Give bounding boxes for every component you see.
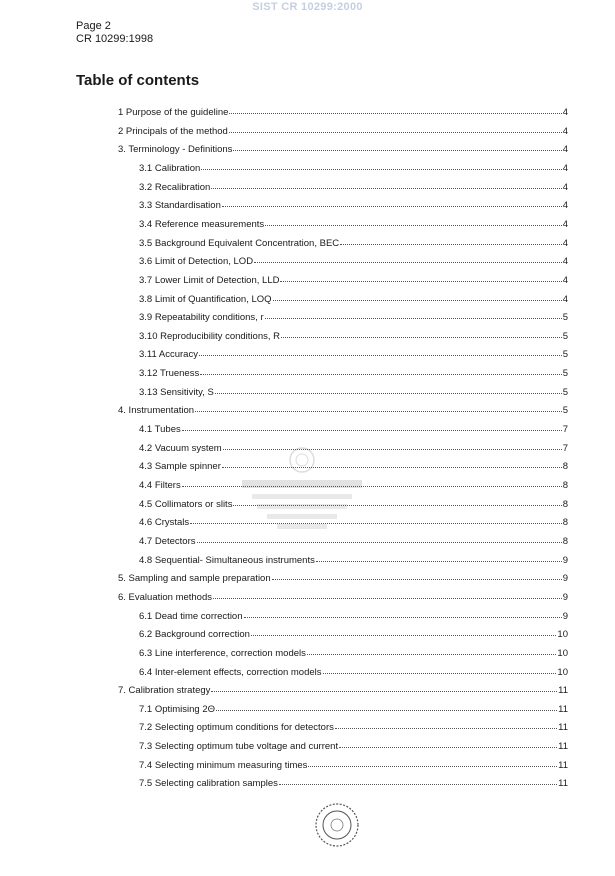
toc-dot-leader xyxy=(197,532,562,543)
toc-entry xyxy=(139,440,568,454)
toc-entry xyxy=(139,458,568,472)
toc-dot-leader xyxy=(195,401,562,412)
toc-dot-leader xyxy=(251,625,557,636)
toc-entry xyxy=(139,309,568,323)
toc-entry-page: 4 xyxy=(562,274,568,286)
toc-entry-label: 4.8 Sequential- Simultaneous instruments xyxy=(139,554,315,566)
toc-entry-page: 5 xyxy=(562,312,568,324)
toc-entry xyxy=(139,235,568,249)
toc-entry-label: 3.11 Accuracy xyxy=(139,349,198,361)
toc-dot-leader xyxy=(281,327,562,338)
toc-dot-leader xyxy=(244,607,562,618)
toc-dot-leader xyxy=(265,215,562,226)
toc-entry-label: 7.1 Optimising 2Θ xyxy=(139,703,216,715)
toc-dot-leader xyxy=(340,234,562,245)
toc-entry-page: 7 xyxy=(562,442,568,454)
toc-entry-page: 9 xyxy=(562,554,568,566)
toc-entry xyxy=(139,216,568,230)
toc-entry xyxy=(139,160,568,174)
toc-entry xyxy=(139,701,568,715)
toc-entry xyxy=(139,552,568,566)
toc-entry-page: 7 xyxy=(562,424,568,436)
toc-dot-leader xyxy=(213,588,562,599)
toc-entry-page: 4 xyxy=(562,218,568,230)
toc-dot-leader xyxy=(216,700,557,711)
toc-entry-page: 11 xyxy=(558,722,568,734)
toc-entry-page: 4 xyxy=(562,181,568,193)
toc-dot-leader xyxy=(323,663,557,674)
toc-entry xyxy=(139,477,568,491)
toc-entry-page: 11 xyxy=(558,759,568,771)
toc-entry-page: 8 xyxy=(562,517,568,529)
toc-entry-label: 5. Sampling and sample preparation xyxy=(118,573,271,585)
toc-entry xyxy=(139,328,568,342)
toc-entry xyxy=(139,738,568,752)
toc-entry xyxy=(139,757,568,771)
toc-entry-label: 3.7 Lower Limit of Detection, LLD xyxy=(139,274,280,286)
toc-entry xyxy=(139,197,568,211)
round-stamp-icon xyxy=(314,802,360,848)
page-header xyxy=(76,20,153,46)
toc-dot-leader xyxy=(182,420,562,431)
toc-dot-leader xyxy=(182,476,562,487)
toc-entry-page: 4 xyxy=(562,107,568,118)
toc-dot-leader xyxy=(201,159,561,170)
toc-dot-leader xyxy=(254,252,562,263)
toc-entry-page: 4 xyxy=(562,200,568,212)
toc-dot-leader xyxy=(308,756,557,767)
watermark-text: SIST CR 10299:2000 xyxy=(252,1,363,13)
toc-entry-page: 4 xyxy=(562,256,568,268)
toc-entry-page: 5 xyxy=(562,405,568,417)
toc-entry-label: 4. Instrumentation xyxy=(118,405,195,417)
toc-entry-page: 9 xyxy=(562,610,568,622)
toc-dot-leader xyxy=(272,569,562,580)
toc-entry-page: 5 xyxy=(562,386,568,398)
toc-entry-label: 7.4 Selecting minimum measuring times xyxy=(139,759,308,771)
toc-entry xyxy=(139,608,568,622)
toc-dot-leader xyxy=(199,345,562,356)
toc-dot-leader xyxy=(229,103,561,114)
toc-entry-label: 4.2 Vacuum system xyxy=(139,442,222,454)
toc-dot-leader xyxy=(316,551,562,562)
toc-dot-leader xyxy=(307,644,557,655)
toc-dot-leader xyxy=(222,457,562,468)
toc-entry-label: 3.6 Limit of Detection, LOD xyxy=(139,256,254,268)
toc-entry xyxy=(139,179,568,193)
toc-dot-leader xyxy=(265,308,562,319)
toc-entry-page: 8 xyxy=(562,480,568,491)
toc-entry xyxy=(139,496,568,510)
toc-entry-label: 3.5 Background Equivalent Concentration, BEC xyxy=(139,237,340,249)
toc-entry xyxy=(139,421,568,435)
toc-entry-label: 4.6 Crystals xyxy=(139,517,190,529)
page-title: Table of contents xyxy=(76,72,200,89)
toc-entry xyxy=(139,775,568,789)
toc-entry-page: 4 xyxy=(562,125,568,137)
toc-entry-page: 9 xyxy=(562,573,568,585)
toc-entry xyxy=(118,123,568,137)
toc-entry-label: 1 Purpose of the guideline xyxy=(118,107,229,118)
toc-entry-page: 11 xyxy=(558,685,568,697)
toc-entry-label: 3.3 Standardisation xyxy=(139,200,221,212)
toc-dot-leader xyxy=(200,364,561,375)
toc-entry-page: 5 xyxy=(562,368,568,380)
toc-entry xyxy=(139,272,568,286)
toc-entry xyxy=(139,365,568,379)
toc-entry-label: 3.8 Limit of Quantification, LOQ xyxy=(139,293,272,305)
toc-dot-leader xyxy=(190,513,562,524)
toc-entry-label: 6.2 Background correction xyxy=(139,629,250,641)
toc-entry xyxy=(139,514,568,528)
toc-entry-label: 3.13 Sensitivity, S xyxy=(139,386,214,398)
toc-entry-page: 9 xyxy=(562,591,568,603)
toc-dot-leader xyxy=(211,681,557,692)
toc-entry-page: 8 xyxy=(562,535,568,547)
toc-dot-leader xyxy=(233,495,561,506)
page-number: Page 2 xyxy=(76,20,111,32)
toc-entry xyxy=(139,384,568,398)
toc-entry-label: 3. Terminology - Definitions xyxy=(118,144,233,156)
toc-entry-page: 5 xyxy=(562,349,568,361)
toc-dot-leader xyxy=(233,140,561,151)
toc-dot-leader xyxy=(223,439,562,450)
toc-entry-label: 6. Evaluation methods xyxy=(118,591,213,603)
document-reference: CR 10299:1998 xyxy=(76,33,154,45)
toc-entry-label: 3.12 Trueness xyxy=(139,368,200,380)
toc-entry-label: 3.10 Reproducibility conditions, R xyxy=(139,330,280,342)
toc-entry xyxy=(139,533,568,547)
toc-entry xyxy=(139,291,568,305)
toc-entry-page: 11 xyxy=(558,703,568,715)
toc-entry-page: 5 xyxy=(562,330,568,342)
toc-entry xyxy=(139,253,568,267)
toc-entry-label: 3.4 Reference measurements xyxy=(139,218,265,230)
toc-entry-page: 11 xyxy=(558,778,568,790)
toc-dot-leader xyxy=(339,737,557,748)
toc-dot-leader xyxy=(211,178,561,189)
toc-entry-page: 4 xyxy=(562,293,568,305)
toc-entry xyxy=(139,626,568,640)
toc-entry-label: 4.4 Filters xyxy=(139,480,181,491)
toc-entry-page: 10 xyxy=(557,647,568,659)
toc-entry-label: 3.2 Recalibration xyxy=(139,181,211,193)
toc-entry-page: 8 xyxy=(562,498,568,510)
toc-entry xyxy=(118,682,568,696)
toc-dot-leader xyxy=(215,383,562,394)
toc-entry xyxy=(139,719,568,733)
toc-entry-page: 4 xyxy=(562,162,568,174)
toc-entry-page: 4 xyxy=(562,144,568,156)
toc-entry-page: 11 xyxy=(558,741,568,753)
toc-entry xyxy=(139,645,568,659)
toc-entry-page: 4 xyxy=(562,237,568,249)
toc-entry-label: 2 Principals of the method xyxy=(118,125,228,137)
toc-entry xyxy=(118,570,568,584)
toc-dot-leader xyxy=(335,718,557,729)
toc-entry-page: 10 xyxy=(557,629,568,641)
toc-entry xyxy=(118,589,568,603)
toc-entry-label: 7.3 Selecting optimum tube voltage and current xyxy=(139,741,339,753)
toc-dot-leader xyxy=(279,774,557,785)
toc-dot-leader xyxy=(222,196,562,207)
toc-entry-page: 10 xyxy=(557,666,568,678)
toc-dot-leader xyxy=(229,122,562,133)
toc-entry-label: 7. Calibration strategy xyxy=(118,685,211,697)
toc-entry xyxy=(118,104,568,118)
toc-entry-page: 8 xyxy=(562,461,568,473)
toc-entry-label: 6.1 Dead time correction xyxy=(139,610,243,622)
toc-entry xyxy=(139,346,568,360)
toc-entry-label: 4.1 Tubes xyxy=(139,424,181,436)
toc-entry-label: 4.3 Sample spinner xyxy=(139,461,221,473)
toc-entry-label: 7.5 Selecting calibration samples xyxy=(139,778,278,790)
toc-entry-label: 6.4 Inter-element effects, correction models xyxy=(139,666,322,678)
toc-entry-label: 3.9 Repeatability conditions, r xyxy=(139,312,264,324)
toc-entry-label: 4.7 Detectors xyxy=(139,535,196,547)
toc-entry xyxy=(139,664,568,678)
toc-entry xyxy=(118,141,568,155)
toc-dot-leader xyxy=(280,271,561,282)
toc-dot-leader xyxy=(273,290,562,301)
toc-entry-label: 6.3 Line interference, correction models xyxy=(139,647,306,659)
toc-entry xyxy=(118,402,568,416)
toc-entry-label: 4.5 Collimators or slits xyxy=(139,498,233,510)
toc-entry-label: 7.2 Selecting optimum conditions for detectors xyxy=(139,722,334,734)
toc-entry-label: 3.1 Calibration xyxy=(139,162,201,174)
